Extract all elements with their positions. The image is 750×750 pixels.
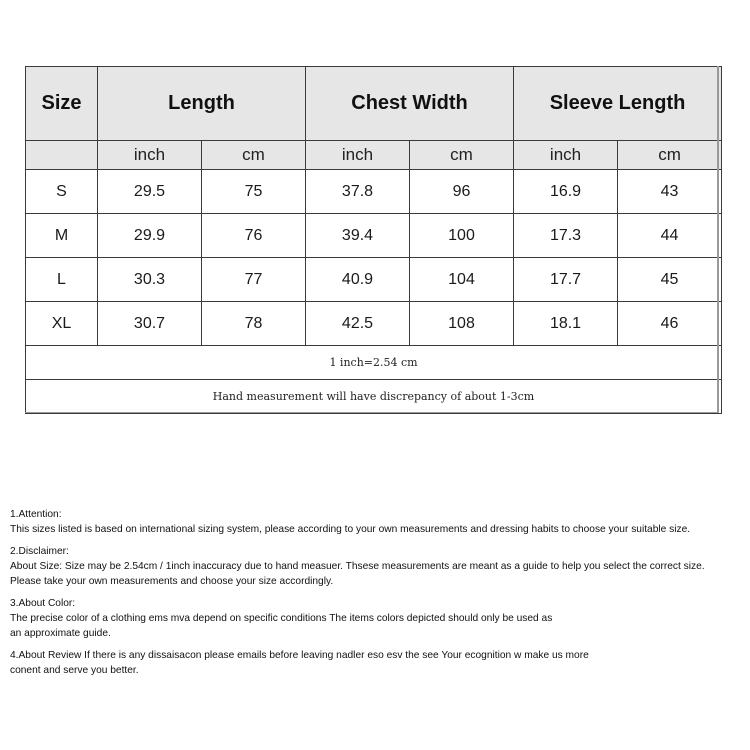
conversion-note: 1 inch=2.54 cm bbox=[26, 346, 722, 380]
table-cell: 29.5 bbox=[98, 170, 202, 214]
disclaimer-section bbox=[10, 544, 745, 589]
table-cell: 43 bbox=[618, 170, 722, 214]
section-title: 1.Attention: bbox=[10, 509, 62, 520]
table-cell: 37.8 bbox=[306, 170, 410, 214]
section-text: The precise color of a clothing ems mva depend on specific conditions The items colors depicted should only be used as bbox=[10, 613, 553, 624]
table-cell: 78 bbox=[202, 302, 306, 346]
section-text: This sizes listed is based on international sizing system, please according to your own measurements and dressing habits to choose your suitable size. bbox=[10, 524, 691, 535]
size-chart-table bbox=[25, 66, 722, 414]
table-cell: 30.7 bbox=[98, 302, 202, 346]
conversion-note-row bbox=[26, 346, 722, 380]
unit-row bbox=[26, 141, 722, 170]
size-label: S bbox=[26, 170, 98, 214]
table-cell: 16.9 bbox=[514, 170, 618, 214]
table-cell: 96 bbox=[410, 170, 514, 214]
section-text: conent and serve you better. bbox=[10, 665, 139, 676]
unit-cell: inch bbox=[98, 141, 202, 170]
table-cell: 39.4 bbox=[306, 214, 410, 258]
size-label: L bbox=[26, 258, 98, 302]
table-cell: 44 bbox=[618, 214, 722, 258]
discrepancy-note-row bbox=[26, 380, 722, 414]
section-text: Please take your own measurements and choose your size accordingly. bbox=[10, 576, 334, 587]
section-title: 2.Disclaimer: bbox=[10, 546, 69, 557]
table-cell: 108 bbox=[410, 302, 514, 346]
header-length: Length bbox=[98, 67, 306, 141]
table-cell: 18.1 bbox=[514, 302, 618, 346]
table-cell: 77 bbox=[202, 258, 306, 302]
about-review-section bbox=[10, 648, 745, 678]
section-text: About Size: Size may be 2.54cm / 1inch inaccuracy due to hand measuer. Thsese measurements are meant as a guide to help you select the correct size. bbox=[10, 561, 705, 572]
table-cell: 100 bbox=[410, 214, 514, 258]
table-row bbox=[26, 258, 722, 302]
section-title: 3.About Color: bbox=[10, 598, 76, 609]
table-cell: 104 bbox=[410, 258, 514, 302]
header-size: Size bbox=[26, 67, 98, 141]
unit-empty-cell bbox=[26, 141, 98, 170]
table-cell: 75 bbox=[202, 170, 306, 214]
table-cell: 76 bbox=[202, 214, 306, 258]
unit-cell: inch bbox=[514, 141, 618, 170]
table-cell: 42.5 bbox=[306, 302, 410, 346]
table-cell: 17.3 bbox=[514, 214, 618, 258]
section-title: 4.About Review If there is any dissaisacon please emails before leaving nadler eso esv the see Your ecognition w make us more bbox=[10, 650, 589, 661]
discrepancy-note: Hand measurement will have discrepancy of about 1-3cm bbox=[26, 380, 722, 414]
unit-cell: cm bbox=[410, 141, 514, 170]
table-cell: 17.7 bbox=[514, 258, 618, 302]
header-chest-width: Chest Width bbox=[306, 67, 514, 141]
header-row bbox=[26, 67, 722, 141]
header-sleeve-length: Sleeve Length bbox=[514, 67, 722, 141]
table-row bbox=[26, 302, 722, 346]
info-sections bbox=[10, 507, 745, 685]
table-cell: 30.3 bbox=[98, 258, 202, 302]
table-cell: 40.9 bbox=[306, 258, 410, 302]
about-color-section bbox=[10, 596, 745, 641]
size-label: M bbox=[26, 214, 98, 258]
table-cell: 29.9 bbox=[98, 214, 202, 258]
table-row bbox=[26, 214, 722, 258]
unit-cell: cm bbox=[618, 141, 722, 170]
size-label: XL bbox=[26, 302, 98, 346]
table-row bbox=[26, 170, 722, 214]
table-cell: 45 bbox=[618, 258, 722, 302]
table-cell: 46 bbox=[618, 302, 722, 346]
attention-section bbox=[10, 507, 745, 537]
unit-cell: cm bbox=[202, 141, 306, 170]
unit-cell: inch bbox=[306, 141, 410, 170]
section-text: an approximate guide. bbox=[10, 628, 111, 639]
